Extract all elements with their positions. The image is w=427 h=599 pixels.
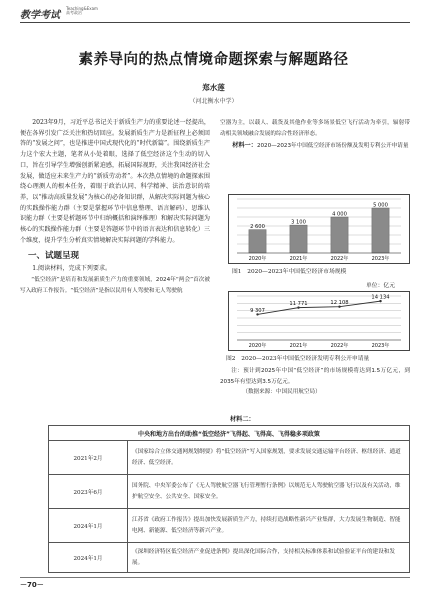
journal-subtitle-cn: 高考政治	[66, 10, 82, 15]
journal-subtitle-en: Teaching&Exam	[66, 6, 98, 11]
policy-text: 国务院、中央军委公布了《无人驾驶航空器飞行管理暂行条例》以规范无人驾驶航空器飞行以及有关活动，维护航空安全、公共安全、国家安全。	[128, 475, 410, 509]
material-intro-continued: 空器为主，以载人、载货及其他作业等多场景低空飞行活动为牵引，辐射带动相关领域融合发展的综合性经济形态。	[220, 120, 410, 137]
point-data-label: 9 307	[250, 307, 265, 314]
material-intro-paragraph: “低空经济”是培育和发展新质生产力的重要领域，2024年“两会”首次被写入政府工作报告。“低空经济”是指以民用有人驾驶和无人驾驶航	[20, 276, 210, 294]
x-tick-label: 2020年	[248, 343, 267, 349]
x-tick-label: 2023年	[371, 343, 390, 349]
table-row	[49, 543, 410, 573]
x-tick-label: 2023年	[371, 256, 390, 262]
policy-table-title: 中央和地方出台的助推“低空经济”飞得起、飞得高、飞得稳多项政策	[49, 426, 410, 441]
policy-date: 2024年1月	[49, 543, 128, 573]
table-row	[49, 509, 410, 543]
x-tick-label: 2020年	[248, 256, 267, 262]
bar	[372, 208, 389, 253]
figure2-unit: 单位：亿元	[366, 283, 395, 289]
material2-label: 材料二：	[230, 416, 255, 423]
article-title: 素养导向的热点情境命题探索与解题路径	[78, 52, 349, 68]
author-affiliation: （河北衡水中学）	[189, 98, 238, 105]
policy-table	[48, 425, 410, 573]
point-data-label: 12 108	[330, 300, 349, 307]
policy-text: 江苏省《政府工作报告》提出加快发展新质生产力，持续打造战略性新兴产业集群，大力发展生物制造、智能电网、新能源、低空经济等新兴产业。	[128, 509, 410, 543]
left-column	[20, 118, 210, 296]
policy-date: 2024年1月	[49, 509, 128, 543]
question-prompt: 1.阅读材料，完成下列要求。	[32, 265, 112, 273]
patent-line-chart	[229, 292, 409, 350]
material1-label: 材料一：	[232, 142, 257, 150]
point-data-label: 14 134	[371, 294, 390, 301]
material1-text: 2020—2023年中国低空经济市场份额及发明专利公开申请量	[256, 143, 409, 150]
journal-subtitle	[66, 7, 98, 15]
figure1-caption: 图1 2020—2023年中国低空经济市场规模	[232, 269, 347, 275]
page-number: －70－	[20, 581, 44, 589]
bar	[249, 230, 266, 253]
chart-1-frame	[228, 194, 410, 264]
table-row	[49, 475, 410, 509]
chart-note	[220, 366, 410, 398]
chart-source: （数据来源：中国民用航空局）	[242, 389, 321, 396]
bar-data-label: 2 600	[250, 224, 265, 231]
x-tick-label: 2021年	[289, 256, 308, 262]
footer-rule	[20, 577, 410, 578]
bar-data-label: 3 100	[291, 219, 306, 226]
bar-data-label: 5 000	[373, 202, 388, 209]
chart-note-text: 注：预计到2025年中国“低空经济”的市场规模将达到1.5万亿元，到2035年有望达到3.5万亿元。	[220, 368, 410, 385]
x-tick-label: 2022年	[330, 256, 349, 262]
policy-table-wrapper	[48, 425, 410, 573]
material1-paragraph	[220, 141, 410, 152]
header-rule	[20, 22, 410, 23]
intro-paragraph: 2023年9月，习近平总书记关于新质生产力的重要论述一经提出，便在各界引发广泛关注和热切回应。发展新质生产力是新征程上必须回答的“发展之问”，也是推进中国式现代化的“时代新篇”。围绕新质生产力这个宏大主题，笔者从小处着眼，选择了低空经济这个生动的切入口，旨在引导学生增强创新紧迫感，拓展国际视野，关注我国经济社会发展，做适应未来生产力的“新质劳动者”。本次热点情境的命题探索围绕心理测人的根本任务，着眼于政治认同、科学精神、法治意识的培养，以“推动高质量发展”为核心的必备知识群，从解决实际问题为核心的实践操作能力群（主要是掌握环节中信息整理、语言解码）、思维认识能力群（主要是析题环节中归纳概括和演绎推理）和解决实际问题为核心的实践操作能力群（主要是答题环节中的语言表达和信息转化）三个维度，提升学生分析真实情境解决实际问题的学科能力。	[20, 119, 211, 244]
section-heading: 一、试题呈现	[28, 251, 80, 262]
chart-2-frame	[228, 291, 410, 351]
article-author: 郑水莲	[202, 83, 225, 92]
x-tick-label: 2022年	[330, 343, 349, 349]
journal-brand: 教学考试	[20, 10, 60, 21]
bar	[331, 217, 348, 253]
bar	[290, 225, 307, 253]
policy-date: 2021年2月	[49, 441, 128, 475]
market-size-bar-chart	[229, 195, 409, 263]
right-column	[220, 118, 410, 152]
policy-date: 2023年6月	[49, 475, 128, 509]
figure2-caption: 图2 2020—2023年中国低空经济发明专利公开申请量	[226, 356, 370, 362]
point-data-label: 11 771	[289, 301, 308, 308]
table-row	[49, 441, 410, 475]
policy-text: 《深圳经济特区低空经济产业促进条例》提出深化国际合作，支持相关标准体系和试验验证平台的建设和发展。	[128, 543, 410, 573]
x-tick-label: 2021年	[289, 343, 308, 349]
policy-text: 《国家综合立体交通网规划纲要》将“低空经济”写入国家规划，要求发展交通运输平台经济、枢纽经济、通道经济、低空经济。	[128, 441, 410, 475]
bar-data-label: 4 000	[332, 211, 347, 218]
